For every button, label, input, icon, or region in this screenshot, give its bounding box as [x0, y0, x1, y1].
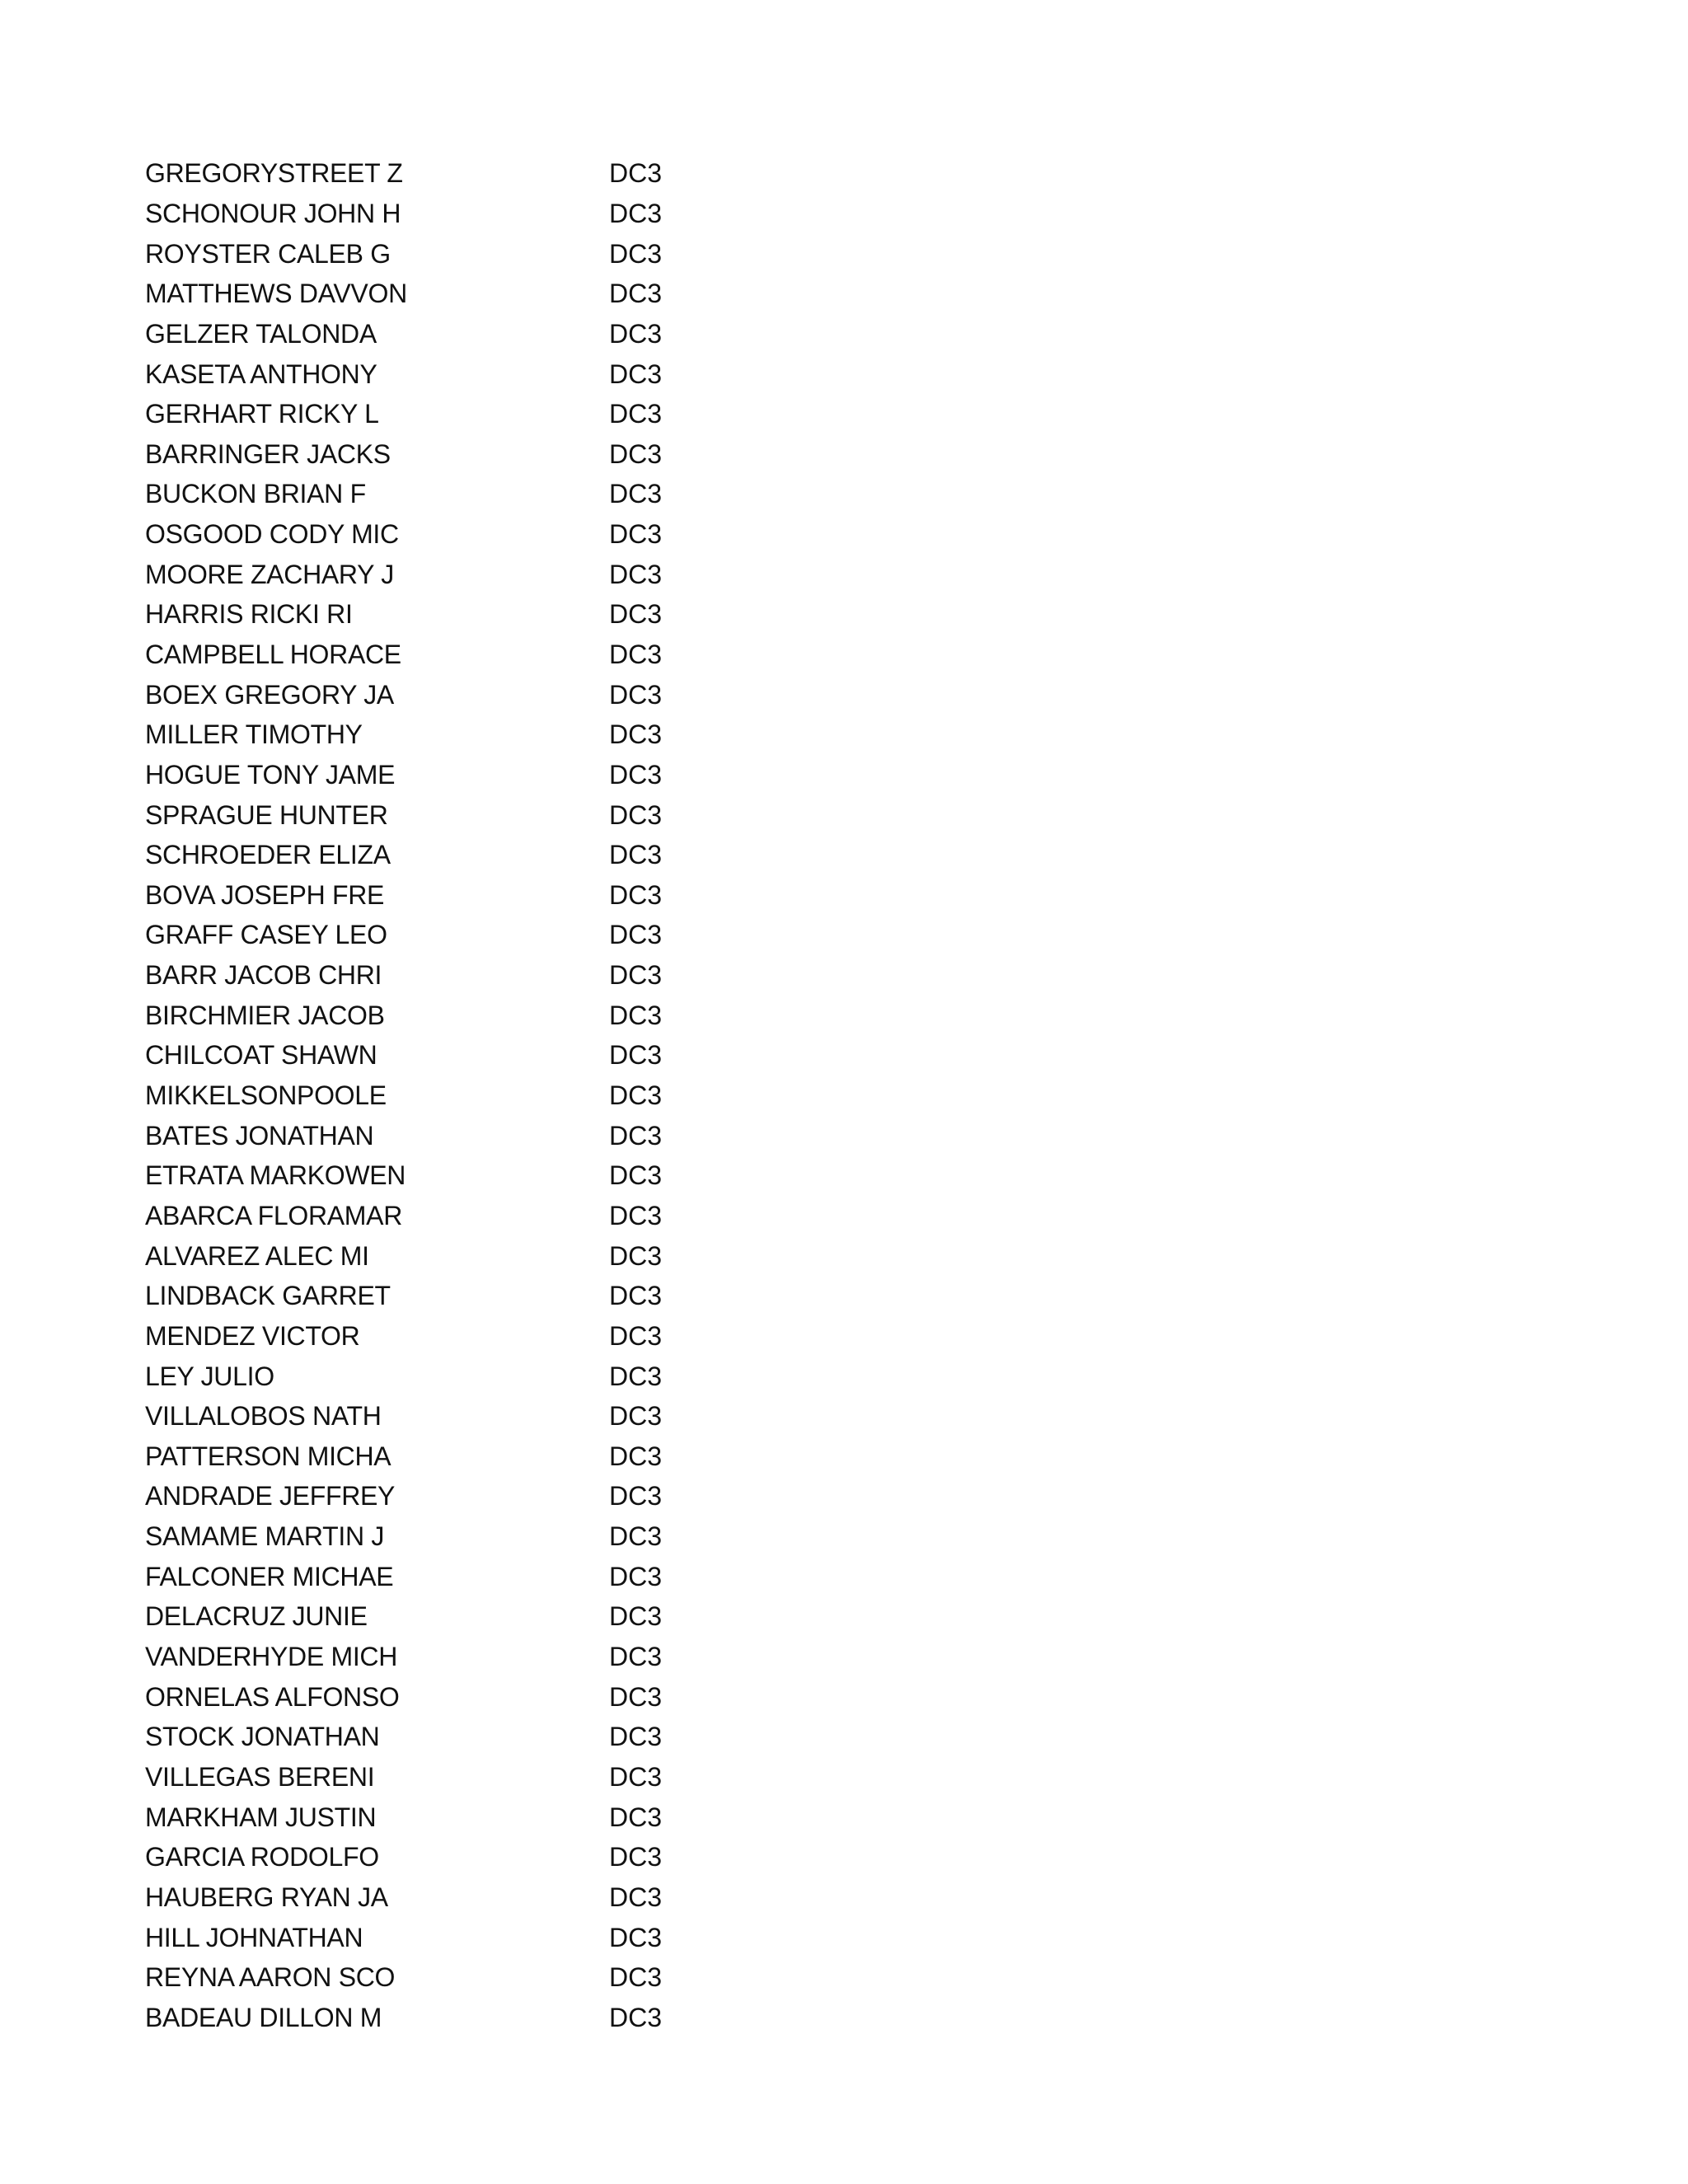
list-item: [145, 153, 722, 194]
list-item: [145, 1115, 722, 1155]
roster-list: [145, 153, 722, 2037]
list-item: [145, 1957, 722, 1998]
class-code: DC3: [609, 1962, 663, 1993]
class-code: DC3: [609, 1722, 663, 1752]
person-name: REYNA AARON SCO: [145, 1962, 396, 1993]
class-code: DC3: [609, 1200, 663, 1230]
person-name: DELACRUZ JUNIE: [145, 1601, 368, 1632]
list-item: [145, 1235, 722, 1276]
person-name: VANDERHYDE MICH: [145, 1642, 398, 1672]
list-item: [145, 1837, 722, 1877]
person-name: ORNELAS ALFONSO: [145, 1681, 400, 1712]
class-code: DC3: [609, 1240, 663, 1271]
list-item: [145, 755, 722, 795]
class-code: DC3: [609, 1521, 663, 1552]
list-item: [145, 1276, 722, 1316]
list-item: [145, 474, 722, 514]
person-name: ETRATA MARKOWEN: [145, 1160, 406, 1191]
list-item: [145, 354, 722, 394]
list-item: [145, 1316, 722, 1357]
person-name: VILLEGAS BERENI: [145, 1761, 375, 1792]
list-item: [145, 1356, 722, 1396]
person-name: SCHROEDER ELIZA: [145, 840, 391, 870]
list-item: [145, 274, 722, 314]
class-code: DC3: [609, 599, 663, 630]
list-item: [145, 1516, 722, 1557]
class-code: DC3: [609, 279, 663, 309]
list-item: [145, 674, 722, 715]
person-name: HARRIS RICKI RI: [145, 599, 353, 630]
class-code: DC3: [609, 198, 663, 228]
list-item: [145, 635, 722, 675]
list-item: [145, 554, 722, 594]
person-name: MENDEZ VICTOR: [145, 1320, 360, 1351]
class-code: DC3: [609, 719, 663, 750]
person-name: HAUBERG RYAN JA: [145, 1882, 388, 1912]
list-item: [145, 794, 722, 835]
person-name: MOORE ZACHARY J: [145, 559, 394, 589]
list-item: [145, 314, 722, 354]
list-item: [145, 1637, 722, 1677]
list-item: [145, 955, 722, 996]
person-name: CAMPBELL HORACE: [145, 640, 401, 669]
list-item: [145, 715, 722, 755]
person-name: PATTERSON MICHA: [145, 1441, 392, 1471]
person-name: MILLER TIMOTHY: [145, 719, 363, 750]
class-code: DC3: [609, 359, 663, 389]
class-code: DC3: [609, 1802, 663, 1832]
person-name: SAMAME MARTIN J: [145, 1521, 385, 1552]
class-code: DC3: [609, 559, 663, 589]
list-item: [145, 233, 722, 274]
list-item: [145, 394, 722, 434]
person-name: GARCIA RODOLFO: [145, 1842, 379, 1872]
list-item: [145, 1556, 722, 1596]
class-code: DC3: [609, 879, 663, 910]
person-name: SPRAGUE HUNTER: [145, 799, 388, 830]
class-code: DC3: [609, 640, 663, 669]
class-code: DC3: [609, 1000, 663, 1030]
list-item: [145, 1676, 722, 1717]
list-item: [145, 1076, 722, 1116]
person-name: BOVA JOSEPH FRE: [145, 879, 385, 910]
list-item: [145, 1917, 722, 1957]
list-item: [145, 1155, 722, 1196]
list-item: [145, 1596, 722, 1637]
class-code: DC3: [609, 1882, 663, 1912]
person-name: GRAFF CASEY LEO: [145, 920, 387, 950]
class-code: DC3: [609, 1561, 663, 1591]
person-name: CHILCOAT SHAWN: [145, 1040, 377, 1071]
class-code: DC3: [609, 1481, 663, 1511]
list-item: [145, 995, 722, 1035]
person-name: ROYSTER CALEB G: [145, 238, 391, 269]
class-code: DC3: [609, 399, 663, 429]
list-item: [145, 875, 722, 916]
list-item: [145, 1997, 722, 2037]
list-item: [145, 915, 722, 955]
class-code: DC3: [609, 1281, 663, 1311]
person-name: GERHART RICKY L: [145, 399, 379, 429]
class-code: DC3: [609, 479, 663, 509]
person-name: HILL JOHNATHAN: [145, 1922, 363, 1952]
person-name: BOEX GREGORY JA: [145, 679, 394, 710]
list-item: [145, 1757, 722, 1797]
person-name: HOGUE TONY JAME: [145, 759, 396, 790]
list-item: [145, 1717, 722, 1757]
person-name: MARKHAM JUSTIN: [145, 1802, 377, 1832]
class-code: DC3: [609, 1080, 663, 1111]
class-code: DC3: [609, 1842, 663, 1872]
person-name: FALCONER MICHAE: [145, 1561, 394, 1591]
person-name: BADEAU DILLON M: [145, 2002, 382, 2032]
list-item: [145, 835, 722, 875]
class-code: DC3: [609, 1320, 663, 1351]
class-code: DC3: [609, 1401, 663, 1432]
class-code: DC3: [609, 1441, 663, 1471]
person-name: GELZER TALONDA: [145, 318, 377, 349]
list-item: [145, 1436, 722, 1477]
person-name: ABARCA FLORAMAR: [145, 1200, 403, 1230]
class-code: DC3: [609, 1642, 663, 1672]
person-name: VILLALOBOS NATH: [145, 1401, 382, 1432]
person-name: OSGOOD CODY MIC: [145, 519, 399, 550]
person-name: ANDRADE JEFFREY: [145, 1481, 396, 1511]
person-name: BATES JONATHAN: [145, 1120, 374, 1151]
person-name: ALVAREZ ALEC MI: [145, 1240, 369, 1271]
class-code: DC3: [609, 1040, 663, 1071]
person-name: STOCK JONATHAN: [145, 1722, 380, 1752]
person-name: BARRINGER JACKS: [145, 438, 391, 469]
list-item: [145, 1797, 722, 1837]
list-item: [145, 194, 722, 234]
list-item: [145, 1877, 722, 1918]
class-code: DC3: [609, 679, 663, 710]
class-code: DC3: [609, 238, 663, 269]
class-code: DC3: [609, 2002, 663, 2032]
list-item: [145, 1196, 722, 1236]
person-name: LEY JULIO: [145, 1361, 274, 1391]
class-code: DC3: [609, 1761, 663, 1792]
list-item: [145, 1035, 722, 1076]
person-name: KASETA ANTHONY: [145, 359, 377, 389]
class-code: DC3: [609, 960, 663, 991]
class-code: DC3: [609, 438, 663, 469]
person-name: GREGORYSTREET Z: [145, 158, 403, 189]
list-item: [145, 514, 722, 555]
class-code: DC3: [609, 920, 663, 950]
person-name: MIKKELSONPOOLE: [145, 1080, 387, 1111]
person-name: BIRCHMIER JACOB: [145, 1000, 385, 1030]
class-code: DC3: [609, 1601, 663, 1632]
class-code: DC3: [609, 759, 663, 790]
class-code: DC3: [609, 1120, 663, 1151]
list-item: [145, 594, 722, 635]
class-code: DC3: [609, 318, 663, 349]
person-name: MATTHEWS DAVVON: [145, 279, 407, 309]
list-item: [145, 1396, 722, 1436]
person-name: SCHONOUR JOHN H: [145, 198, 401, 228]
class-code: DC3: [609, 840, 663, 870]
person-name: BUCKON BRIAN F: [145, 479, 366, 509]
class-code: DC3: [609, 1361, 663, 1391]
person-name: LINDBACK GARRET: [145, 1281, 391, 1311]
list-item: [145, 434, 722, 474]
class-code: DC3: [609, 1160, 663, 1191]
list-item: [145, 1476, 722, 1516]
class-code: DC3: [609, 1922, 663, 1952]
class-code: DC3: [609, 799, 663, 830]
person-name: BARR JACOB CHRI: [145, 960, 382, 991]
class-code: DC3: [609, 158, 663, 189]
class-code: DC3: [609, 1681, 663, 1712]
class-code: DC3: [609, 519, 663, 550]
